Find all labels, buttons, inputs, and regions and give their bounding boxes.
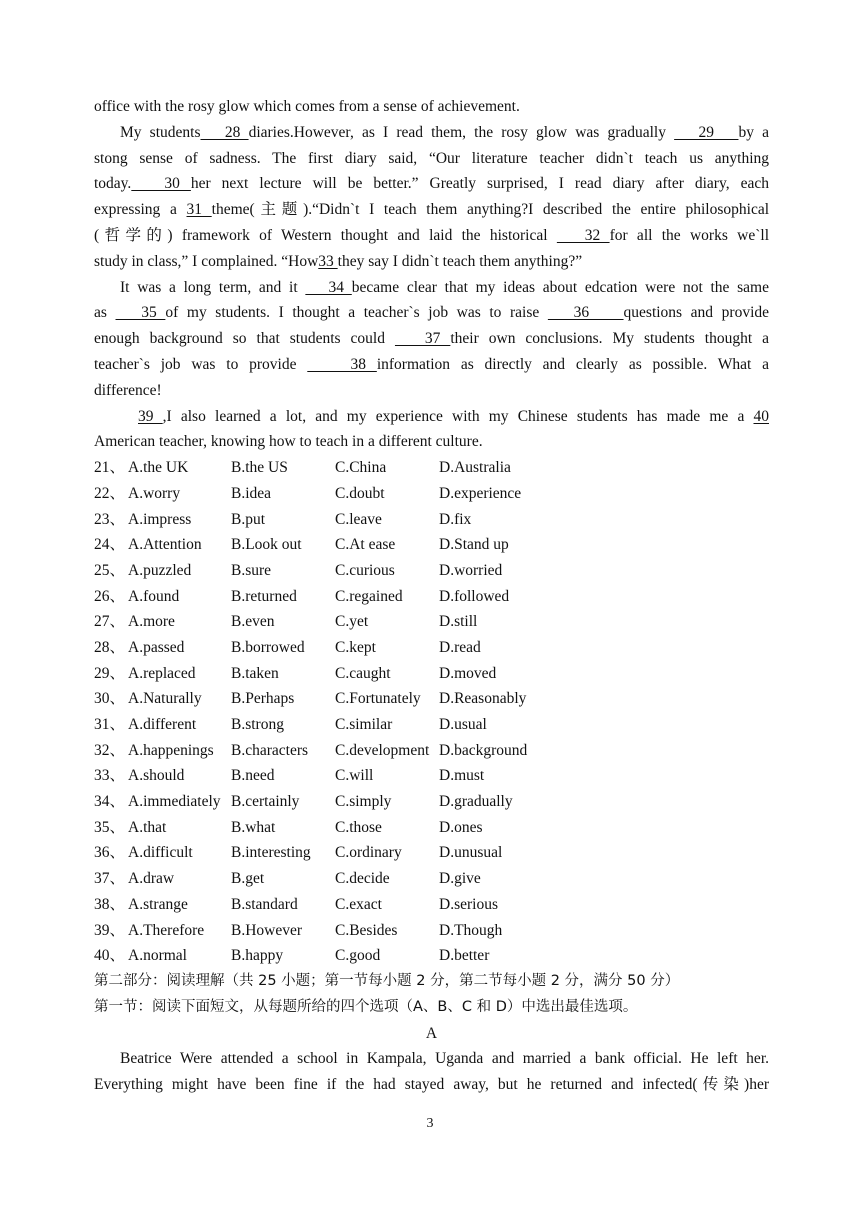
cloze-passage — [94, 94, 769, 455]
option-d: D.ones — [439, 818, 483, 836]
passage-heading: A — [425, 1024, 438, 1042]
q-number: 28、 — [94, 638, 126, 656]
option-b: B.Perhaps — [231, 690, 295, 708]
option-b: B.what — [231, 818, 276, 836]
passage-line — [94, 120, 769, 146]
passage-line — [94, 352, 769, 378]
option-row — [94, 455, 769, 481]
option-d: D.read — [439, 638, 481, 656]
option-d: D.usual — [439, 716, 487, 734]
option-row — [94, 892, 769, 918]
q-number: 40、 — [94, 947, 126, 965]
option-row — [94, 918, 769, 944]
text: teacher`s job was to provide — [94, 355, 308, 373]
option-c: C.yet — [335, 613, 369, 631]
option-b: B.idea — [231, 484, 272, 502]
passage-line: American teacher, knowing how to teach in a different culture. — [94, 433, 483, 451]
option-b: B.interesting — [231, 844, 311, 862]
blank-32: 32 — [556, 226, 610, 244]
option-b: B.certainly — [231, 793, 300, 811]
q-number: 23、 — [94, 510, 126, 528]
q-number: 24、 — [94, 536, 126, 554]
q-number: 34、 — [94, 793, 126, 811]
option-c: C.Besides — [335, 921, 398, 939]
option-d: D.worried — [439, 561, 503, 579]
blank-36: 36 — [547, 304, 624, 322]
option-b: B.sure — [231, 561, 272, 579]
q-number: 25、 — [94, 561, 126, 579]
option-a: A.different — [128, 716, 197, 734]
q-number: 22、 — [94, 484, 126, 502]
option-b: B.happy — [231, 947, 284, 965]
option-row — [94, 507, 769, 533]
option-b: B.Look out — [231, 536, 302, 554]
option-a: A.immediately — [128, 793, 221, 811]
q-number: 33、 — [94, 767, 126, 785]
passage-line — [94, 326, 769, 352]
option-a: A.the UK — [128, 459, 189, 477]
option-c: C.will — [335, 767, 374, 785]
option-d: D.Australia — [439, 459, 511, 477]
option-d: D.Stand up — [439, 536, 509, 554]
q-number: 27、 — [94, 613, 126, 631]
option-row — [94, 789, 769, 815]
option-d: D.Though — [439, 921, 503, 939]
option-d: D.background — [439, 741, 528, 759]
option-b: B.even — [231, 613, 275, 631]
blank-30: 30 — [131, 175, 191, 193]
option-d: D.fix — [439, 510, 472, 528]
option-c: C.decide — [335, 870, 390, 888]
option-c: C.similar — [335, 716, 393, 734]
option-a: A.passed — [128, 638, 185, 656]
option-c: C.leave — [335, 510, 382, 528]
option-c: C.good — [335, 947, 381, 965]
option-a: A.that — [128, 818, 167, 836]
option-row — [94, 661, 769, 687]
text: theme(主题).“Didn`t I teach them anything?I described the entire philosophical — [211, 201, 769, 219]
option-c: C.regained — [335, 587, 403, 605]
q-number: 38、 — [94, 895, 126, 913]
text: by a — [738, 123, 769, 141]
option-a: A.happenings — [128, 741, 214, 759]
option-d: D.Reasonably — [439, 690, 527, 708]
option-d: D.followed — [439, 587, 510, 605]
q-number: 36、 — [94, 844, 126, 862]
option-row — [94, 815, 769, 841]
option-a: A.strange — [128, 895, 188, 913]
option-d: D.serious — [439, 895, 498, 913]
q-number: 39、 — [94, 921, 126, 939]
blank-29: 29 — [674, 123, 739, 141]
option-c: C.doubt — [335, 484, 385, 502]
text: My students — [120, 123, 201, 141]
passage-line: Beatrice Were attended a school in Kampala, Uganda and married a bank official. He left her. — [120, 1050, 769, 1068]
option-a: A.worry — [128, 484, 181, 502]
option-a: A.should — [128, 767, 185, 785]
page-number: 3 — [426, 1116, 434, 1131]
option-d: D.gradually — [439, 793, 513, 811]
text: It was a long term, and it — [120, 278, 306, 296]
option-row — [94, 532, 769, 558]
option-a: A.difficult — [128, 844, 193, 862]
passage-line: stong sense of sadness. The first diary said, “Our literature teacher didn`t teach us anything — [94, 149, 769, 167]
option-c: C.those — [335, 818, 382, 836]
text: information as directly and clearly as possible. What a — [376, 355, 769, 373]
option-c: C.caught — [335, 664, 391, 682]
option-b: B.taken — [231, 664, 279, 682]
q-number: 21、 — [94, 459, 126, 477]
q-number: 26、 — [94, 587, 126, 605]
text: expressing a — [94, 201, 187, 219]
passage-line — [94, 404, 769, 430]
q-number: 29、 — [94, 664, 126, 682]
passage-line — [94, 249, 769, 275]
option-c: C.China — [335, 459, 387, 477]
q-number: 30、 — [94, 690, 126, 708]
option-b: B.the US — [231, 459, 288, 477]
text: diaries.However, as I read them, the rosy glow was gradually — [248, 123, 675, 141]
option-b: B.borrowed — [231, 638, 305, 656]
passage-line — [94, 223, 769, 249]
reading-section — [94, 969, 769, 1098]
option-b: B.characters — [231, 741, 309, 759]
option-b: B.put — [231, 510, 266, 528]
option-a: A.puzzled — [128, 561, 192, 579]
option-c: C.ordinary — [335, 844, 402, 862]
option-b: B.However — [231, 921, 303, 939]
option-d: D.experience — [439, 484, 522, 502]
option-d: D.must — [439, 767, 485, 785]
option-b: B.returned — [231, 587, 297, 605]
option-row — [94, 712, 769, 738]
passage-line — [94, 197, 769, 223]
passage-line: Everything might have been fine if the had stayed away, but he returned and infected(传染)her — [94, 1076, 769, 1094]
option-row — [94, 584, 769, 610]
option-b: B.get — [231, 870, 265, 888]
option-a: A.normal — [128, 947, 187, 965]
blank-33: 33 — [318, 252, 338, 270]
document-page — [94, 94, 769, 1098]
blank-31: 31 — [186, 201, 212, 219]
option-row — [94, 686, 769, 712]
option-b: B.need — [231, 767, 275, 785]
text: her next lecture will be better.” Greatly surprised, I read diary after diary, each — [190, 175, 769, 193]
q-number: 31、 — [94, 716, 126, 734]
passage-line — [94, 171, 769, 197]
option-row — [94, 738, 769, 764]
text: questions and provide — [623, 304, 769, 322]
section-instruction: 第一节：阅读下面短文，从每题所给的四个选项（A、B、C 和 D）中选出最佳选项。 — [94, 998, 638, 1015]
text: today. — [94, 175, 132, 193]
option-row — [94, 558, 769, 584]
blank-37: 37 — [394, 330, 451, 348]
text: enough background so that students could — [94, 330, 395, 348]
option-a: A.Therefore — [128, 921, 205, 939]
option-c: C.Fortunately — [335, 690, 421, 708]
option-a: A.draw — [128, 870, 175, 888]
option-d: D.better — [439, 947, 490, 965]
blank-28: 28 — [200, 123, 249, 141]
option-row — [94, 943, 769, 969]
option-row — [94, 866, 769, 892]
text: became clear that my ideas about edcation were not the same — [351, 278, 769, 296]
blank-35: 35 — [115, 304, 166, 322]
option-d: D.still — [439, 613, 478, 631]
option-d: D.unusual — [439, 844, 503, 862]
option-c: C.simply — [335, 793, 392, 811]
option-c: C.curious — [335, 561, 395, 579]
option-row — [94, 481, 769, 507]
text: study in class,” I complained. “How — [94, 252, 319, 270]
option-a: A.found — [128, 587, 180, 605]
passage-line: difference! — [94, 381, 162, 399]
option-row — [94, 763, 769, 789]
option-a: A.replaced — [128, 664, 196, 682]
blank-38: 38 — [307, 355, 377, 373]
blank-39: 39 — [138, 407, 163, 425]
text: (哲学的) framework of Western thought and laid the historical — [94, 226, 557, 244]
text: for all the works we`ll — [609, 226, 769, 244]
option-c: C.development — [335, 741, 430, 759]
text: as — [94, 304, 116, 322]
option-b: B.standard — [231, 895, 298, 913]
option-a: A.more — [128, 613, 175, 631]
passage-line — [94, 275, 769, 301]
option-b: B.strong — [231, 716, 284, 734]
blank-34: 34 — [305, 278, 352, 296]
option-a: A.Naturally — [128, 690, 202, 708]
q-number: 32、 — [94, 741, 126, 759]
option-d: D.give — [439, 870, 481, 888]
option-row — [94, 609, 769, 635]
options-list — [94, 455, 769, 969]
text: of my students. I thought a teacher`s job was to raise — [165, 304, 548, 322]
option-row — [94, 840, 769, 866]
section-heading: 第二部分：阅读理解（共 25 小题；第一节每小题 2 分，第二节每小题 2 分，满分 50 分） — [94, 972, 680, 989]
q-number: 35、 — [94, 818, 126, 836]
passage-line: office with the rosy glow which comes from a sense of achievement. — [94, 98, 520, 115]
q-number: 37、 — [94, 870, 126, 888]
blank-40: 40 — [753, 407, 769, 425]
text: ,I also learned a lot, and my experience with my Chinese students has made me a — [162, 407, 754, 425]
passage-line — [94, 300, 769, 326]
option-a: A.impress — [128, 510, 192, 528]
option-a: A.Attention — [128, 536, 202, 554]
text: their own conclusions. My students thought a — [450, 330, 769, 348]
option-d: D.moved — [439, 664, 497, 682]
text: they say I didn`t teach them anything?” — [337, 252, 583, 270]
option-c: C.At ease — [335, 536, 396, 554]
option-row — [94, 635, 769, 661]
option-c: C.kept — [335, 638, 376, 656]
option-c: C.exact — [335, 895, 382, 913]
